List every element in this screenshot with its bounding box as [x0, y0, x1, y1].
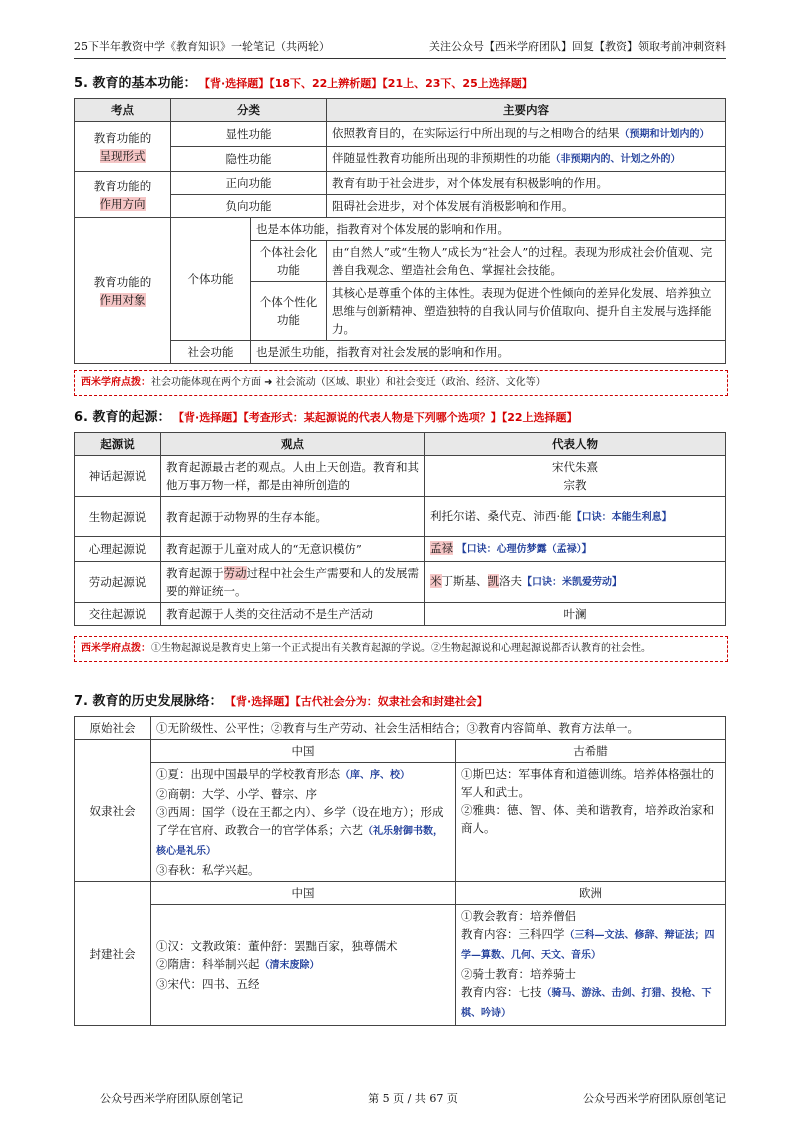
subcategory-cell: 个体个性化功能	[251, 282, 327, 341]
header-left: 25下半年教资中学《教育知识》一轮笔记（共两轮）	[74, 40, 330, 53]
section-6-title: 6. 教育的起源： 【背·选择题】【考查形式：某起源说的代表人物是下列哪个选项？】【22上选择题】	[74, 410, 578, 425]
group-presentation: 教育功能的 呈现形式	[75, 122, 171, 172]
section-5-title: 5. 教育的基本功能： 【背·选择题】【18下、22上辨析题】【21上、23下、25上选择题】	[74, 76, 533, 91]
group-object: 教育功能的 作用对象	[75, 218, 171, 364]
category-cell: 隐性功能	[171, 147, 327, 172]
education-origin-table	[74, 432, 726, 626]
col-header: 观点	[161, 433, 425, 456]
content-cell: 依照教育目的，在实际运行中所出现的与之相吻合的结果（预期和计划内的）	[327, 122, 726, 147]
footer-left: 公众号西米学府团队原创笔记	[100, 1092, 243, 1105]
section-7-title: 7. 教育的历史发展脉络： 【背·选择题】【古代社会分为：奴隶社会和封建社会】	[74, 694, 488, 709]
col-header: 主要内容	[327, 99, 726, 122]
content-cell: 阻碍社会进步，对个体发展有消极影响和作用。	[327, 195, 726, 218]
col-header: 代表人物	[425, 433, 726, 456]
table-row: 原始社会 ①无阶级性、公平性；②教育与生产劳动、社会生活相结合；③教育内容简单、教育方法单一。	[75, 717, 726, 740]
table-row: 交往起源说 教育起源于人类的交往活动不是生产活动 叶澜	[75, 603, 726, 626]
tip-box-5: 西米学府点拨：社会功能体现在两个方面 ➜ 社会流动（区域、职业）和社会变迁（政治、经济、文化等）	[74, 370, 728, 396]
content-cell: 教育有助于社会进步，对个体发展有积极影响的作用。	[327, 172, 726, 195]
slave-china: ①夏：出现中国最早的学校教育形态（庠、序、校） ②商朝：大学、小学、瞽宗、序 ③西周：国学（设在王都之内）、乡学（设在地方）；形成了学在官府、政教合一的官学体系；六艺（礼乐射御书数，核心是礼乐） ③春秋：私学兴起。	[151, 763, 456, 882]
category-cell: 正向功能	[171, 172, 327, 195]
table-row: 生物起源说 教育起源于动物界的生存本能。 利托尔诺、桑代克、沛西·能【口诀：本能生利息】	[75, 497, 726, 537]
content-cell: 由“自然人”或“生物人”成长为“社会人”的过程。表现为形成社会价值观、完善自我观念、塑造社会角色、掌握社会技能。	[327, 241, 726, 282]
education-function-table	[74, 98, 726, 364]
feudal-europe: ①教会教育：培养僧侣 教育内容：三科四学（三科—文法、修辞、辩证法；四学—算数、几何、天文、音乐） ②骑士教育：培养骑士 教育内容：七技（骑马、游泳、击剑、打猎、投枪、下棋、吟诗）	[456, 905, 726, 1026]
feudal-society: 封建社会	[75, 882, 151, 1026]
section-6-tags: 【背·选择题】【考查形式：某起源说的代表人物是下列哪个选项？】【22上选择题】	[178, 411, 578, 424]
col-header: 分类	[171, 99, 327, 122]
table-row: 劳动起源说 教育起源于劳动过程中社会生产需要和人的发展需要的辩证统一。 米丁斯基、凯洛夫【口诀：米凯爱劳动】	[75, 562, 726, 603]
content-cell: 也是本体功能，指教育对个体发展的影响和作用。	[251, 218, 726, 241]
col-header: 起源说	[75, 433, 161, 456]
subcategory-cell: 个体社会化功能	[251, 241, 327, 282]
category-cell: 显性功能	[171, 122, 327, 147]
header-right: 关注公众号【西米学府团队】回复【教资】领取考前冲刺资料	[429, 40, 726, 53]
content-cell: 伴随显性教育功能所出现的非预期性的功能（非预期内的、计划之外的）	[327, 147, 726, 172]
feudal-china: ①汉：文教政策：董仲舒：罢黜百家，独尊儒术 ②隋唐：科举制兴起（清末废除） ③宋代：四书、五经	[151, 905, 456, 1026]
education-history-table: 原始社会 ①无阶级性、公平性；②教育与生产劳动、社会生活相结合；③教育内容简单、教育方法单一。 奴隶社会 中国 古希腊 ①夏：出现中国最早的学校教育形态（庠、序、校） ②商朝：大学、小学、瞽宗、序 ③西周：国学（设在王都之内）、乡学（设在地方）；形成了学在官府、政教合一的官学体系；六艺（礼乐射御书数，核心是礼乐） ③春秋：私学兴起。 ①斯巴达：军事体育和道德训练。培养体格强壮的军人和武士。 ②雅典：德、智、体、美和谐教育，培养政治家和商人。 封建社会 中国 欧洲 ①汉：文教政策：董仲舒：罢黜百家，独尊儒术 ②隋唐：科举制兴起（清末废除） ③宋代：四书、五经 ①教会教育：培养僧侣 教育内容：三科四学（三科—文法、修辞、辩证法；四学—算数、几何、天文、音乐） ②骑士教育：培养骑士 教育内容：七技（骑马、游泳、击剑、打猎、投枪、下棋、吟诗）	[74, 716, 726, 1026]
page-footer	[100, 1090, 726, 1106]
section-5-tags: 【背·选择题】【18下、22上辨析题】【21上、23下、25上选择题】	[204, 77, 533, 90]
table-row: 神话起源说 教育起源最古老的观点。人由上天创造。教育和其他万事万物一样，都是由神所创造的 宋代朱熹 宗教	[75, 456, 726, 497]
slave-greece: ①斯巴达：军事体育和道德训练。培养体格强壮的军人和武士。 ②雅典：德、智、体、美和谐教育，培养政治家和商人。	[456, 763, 726, 882]
page-number: 第 5 页 / 共 67 页	[368, 1092, 458, 1105]
content-cell: 其核心是尊重个体的主体性。表现为促进个性倾向的差异化发展、培养独立思维与创新精神、塑造独特的自我认同与价值取向、提升自主发展与选择能力。	[327, 282, 726, 341]
group-direction: 教育功能的 作用方向	[75, 172, 171, 218]
footer-right: 公众号西米学府团队原创笔记	[583, 1092, 726, 1105]
content-cell: 也是派生功能，指教育对社会发展的影响和作用。	[251, 341, 726, 364]
section-7-tags: 【背·选择题】【古代社会分为：奴隶社会和封建社会】	[230, 695, 488, 708]
col-header: 考点	[75, 99, 171, 122]
slave-society: 奴隶社会	[75, 740, 151, 882]
category-cell: 个体功能	[171, 218, 251, 341]
page-header	[74, 38, 726, 59]
category-cell: 社会功能	[171, 341, 251, 364]
category-cell: 负向功能	[171, 195, 327, 218]
tip-box-6: 西米学府点拨：①生物起源说是教育史上第一个正式提出有关教育起源的学说。②生物起源说和心理起源说都否认教育的社会性。	[74, 636, 728, 662]
table-row: 心理起源说 教育起源于儿童对成人的“无意识模仿” 孟禄 【口诀：心理仿梦露（孟禄）】	[75, 537, 726, 562]
